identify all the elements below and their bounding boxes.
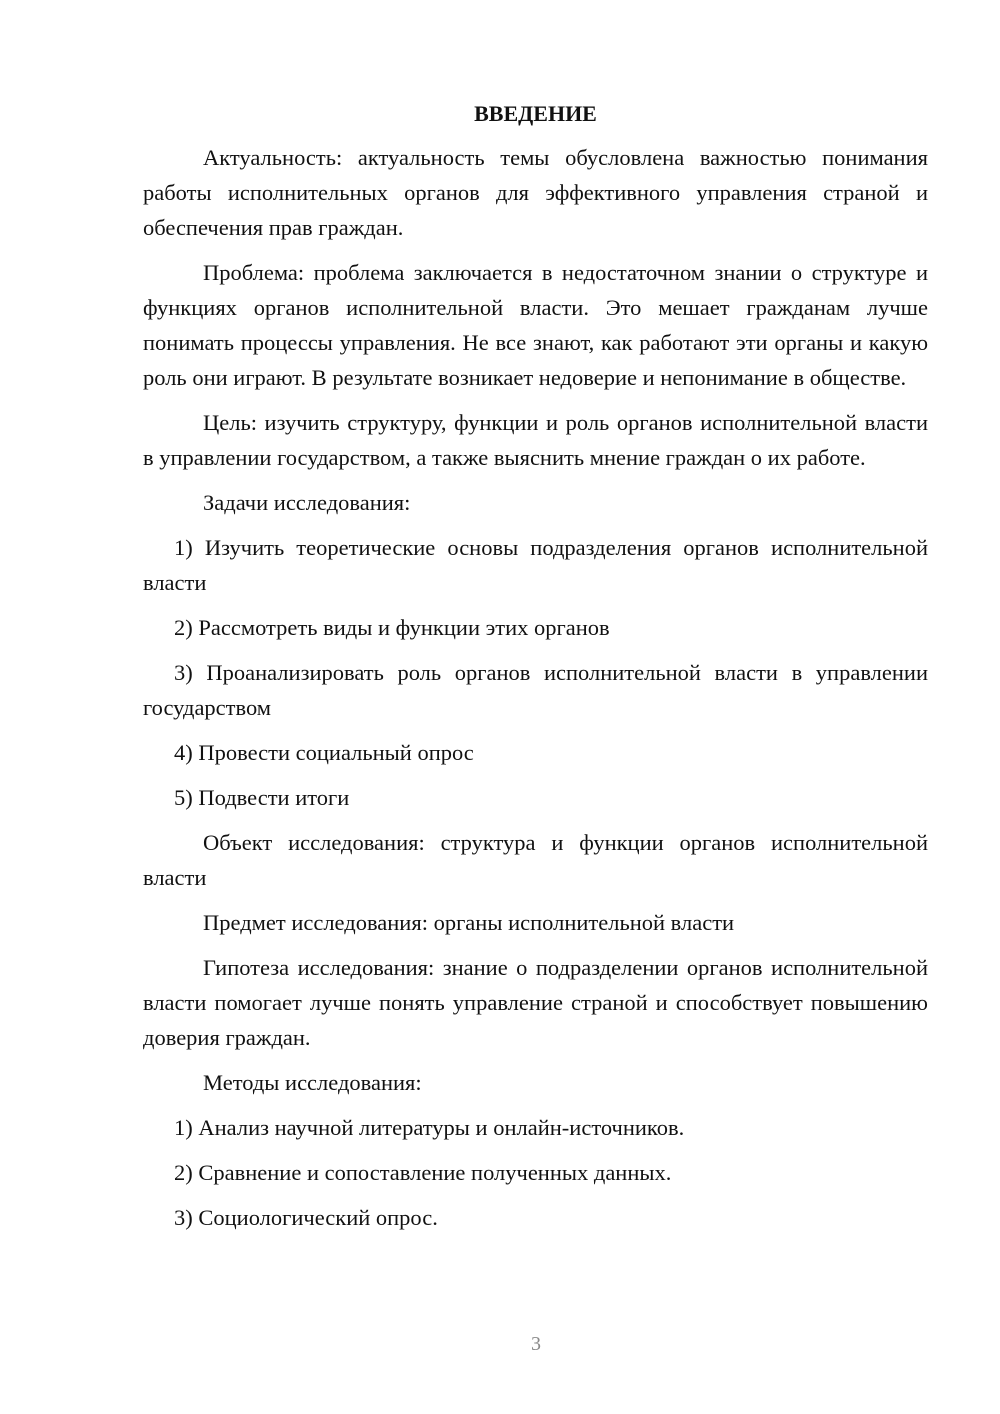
tasks-heading: Задачи исследования: <box>203 490 411 515</box>
method-item-1: 1) Анализ научной литературы и онлайн-источников. <box>174 1115 685 1140</box>
method-item-3: 3) Социологический опрос. <box>174 1205 438 1230</box>
task-item-2: 2) Рассмотреть виды и функции этих органов <box>174 615 610 640</box>
relevance-paragraph: Актуальность: актуальность темы обусловлена важностью понимания работы исполнительных органов для эффективного управления страной и обеспечения прав граждан. <box>143 145 928 240</box>
method-item-2: 2) Сравнение и сопоставление полученных данных. <box>174 1160 672 1185</box>
document-body <box>143 96 928 1245</box>
object-paragraph: Объект исследования: структура и функции органов исполнительной власти <box>143 830 928 890</box>
task-item-5: 5) Подвести итоги <box>174 785 350 810</box>
section-title: ВВЕДЕНИЕ <box>474 101 597 126</box>
methods-heading: Методы исследования: <box>203 1070 422 1095</box>
hypothesis-paragraph: Гипотеза исследования: знание о подразделении органов исполнительной власти помогает лучше понять управление страной и способствует повышению доверия граждан. <box>143 955 928 1050</box>
problem-paragraph: Проблема: проблема заключается в недостаточном знании о структуре и функциях органов исполнительной власти. Это мешает гражданам лучше понимать процессы управления. Не все знают, как работают эти органы и какую роль они играют. В результате возникает недоверие и непонимание в обществе. <box>143 260 928 390</box>
task-item-4: 4) Провести социальный опрос <box>174 740 474 765</box>
task-item-3: 3) Проанализировать роль органов исполнительной власти в управлении государством <box>143 660 928 720</box>
subject-paragraph: Предмет исследования: органы исполнительной власти <box>203 910 735 935</box>
goal-paragraph: Цель: изучить структуру, функции и роль органов исполнительной власти в управлении государством, а также выяснить мнение граждан о их работе. <box>143 410 928 470</box>
task-item-1: 1) Изучить теоретические основы подразделения органов исполнительной власти <box>143 535 928 595</box>
page-number: 3 <box>531 1333 541 1355</box>
